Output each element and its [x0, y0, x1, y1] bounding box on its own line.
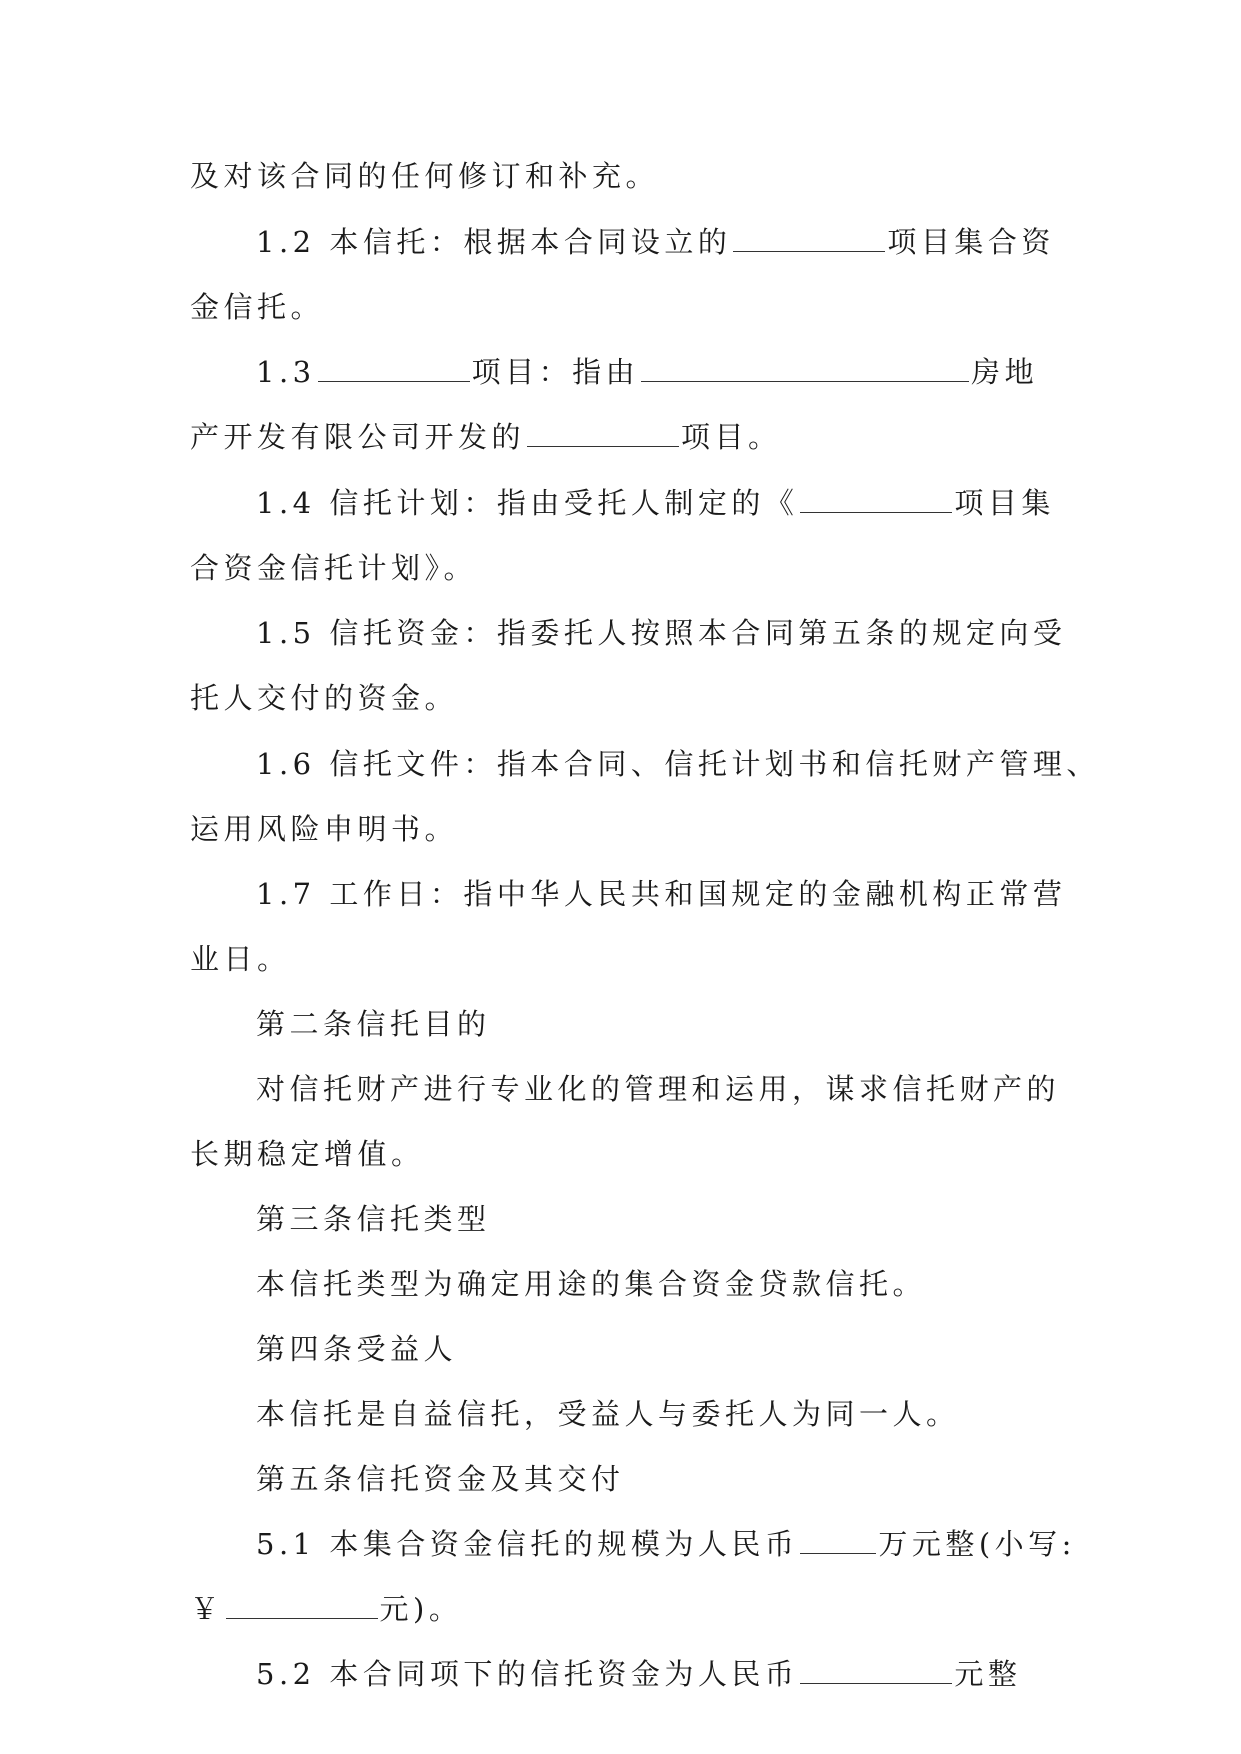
clause-1-2-line — [256, 222, 1055, 262]
line-text: 1.3 — [256, 355, 316, 389]
line-text: 第五条信托资金及其交付 — [256, 1462, 625, 1496]
line-text: 项目集合资 — [887, 225, 1055, 259]
text-line — [190, 287, 324, 327]
article-3-heading — [256, 1199, 491, 1239]
clause-1-6-line — [256, 744, 1100, 784]
article-4-heading — [256, 1329, 457, 1369]
line-text: 房地 — [971, 355, 1039, 389]
line-text: 元)。 — [379, 1592, 463, 1626]
text-line — [190, 809, 458, 849]
text-line — [190, 417, 782, 457]
line-text: 元整 — [954, 1657, 1022, 1691]
line-text: 本信托是自益信托，受益人与委托人为同一人。 — [256, 1397, 960, 1431]
line-text: 金信托。 — [190, 290, 325, 324]
line-text: 业日。 — [190, 942, 291, 976]
line-text: 1.4 信托计划：指由受托人制定的《 — [256, 486, 799, 520]
fill-blank[interactable] — [800, 484, 952, 513]
fill-blank[interactable] — [800, 1655, 952, 1684]
line-text: 运用风险申明书。 — [190, 812, 459, 846]
clause-5-2-line — [256, 1654, 1021, 1694]
fill-blank[interactable] — [733, 223, 885, 252]
fill-blank[interactable] — [800, 1525, 876, 1554]
line-text: ￥ — [190, 1592, 224, 1626]
text-line — [190, 1589, 462, 1629]
line-text: 1.2 本信托：根据本合同设立的 — [256, 225, 732, 259]
clause-1-4-line — [256, 483, 1055, 523]
line-text: 项目：指由 — [471, 355, 640, 389]
line-text: 托人交付的资金。 — [190, 681, 459, 715]
text-line — [190, 939, 291, 979]
text-line — [256, 1264, 926, 1304]
fill-blank[interactable] — [641, 353, 969, 382]
line-text: 及对该合同的任何修订和补充。 — [190, 159, 660, 193]
article-2-heading — [256, 1004, 491, 1044]
line-text: 万元整(小写: — [878, 1527, 1076, 1561]
line-text: 1.5 信托资金：指委托人按照本合同第五条的规定向受 — [256, 616, 1067, 650]
line-text: 5.1 本集合资金信托的规模为人民币 — [256, 1527, 799, 1561]
line-text: 本信托类型为确定用途的集合资金贷款信托。 — [256, 1267, 927, 1301]
line-text: 长期稳定增值。 — [190, 1137, 425, 1171]
line-text: 对信托财产进行专业化的管理和运用，谋求信托财产的 — [256, 1072, 1061, 1106]
line-text: 产开发有限公司开发的 — [190, 420, 526, 454]
text-line — [190, 1134, 425, 1174]
clause-1-5-line — [256, 613, 1066, 653]
line-text: 5.2 本合同项下的信托资金为人民币 — [256, 1657, 799, 1691]
line-text: 1.6 信托文件：指本合同、信托计划书和信托财产管理、 — [256, 747, 1100, 781]
text-line — [256, 1069, 1060, 1109]
fill-blank[interactable] — [226, 1590, 378, 1619]
fill-blank[interactable] — [527, 418, 679, 447]
clause-1-7-line — [256, 874, 1066, 914]
line-text: 项目集 — [954, 486, 1055, 520]
article-5-heading — [256, 1459, 625, 1499]
clause-5-1-line — [256, 1524, 1076, 1564]
line-text: 项目。 — [681, 420, 782, 454]
text-line — [256, 1394, 960, 1434]
line-text: 1.7 工作日：指中华人民共和国规定的金融机构正常营 — [256, 877, 1067, 911]
clause-1-3-line — [256, 352, 1038, 392]
line-text: 第四条受益人 — [256, 1332, 458, 1366]
text-line — [190, 678, 458, 718]
fill-blank[interactable] — [318, 353, 470, 382]
text-line — [190, 548, 477, 588]
line-text: 第三条信托类型 — [256, 1202, 491, 1236]
line-text: 合资金信托计划》。 — [190, 551, 478, 585]
line-text: 第二条信托目的 — [256, 1007, 491, 1041]
text-line — [190, 156, 659, 196]
